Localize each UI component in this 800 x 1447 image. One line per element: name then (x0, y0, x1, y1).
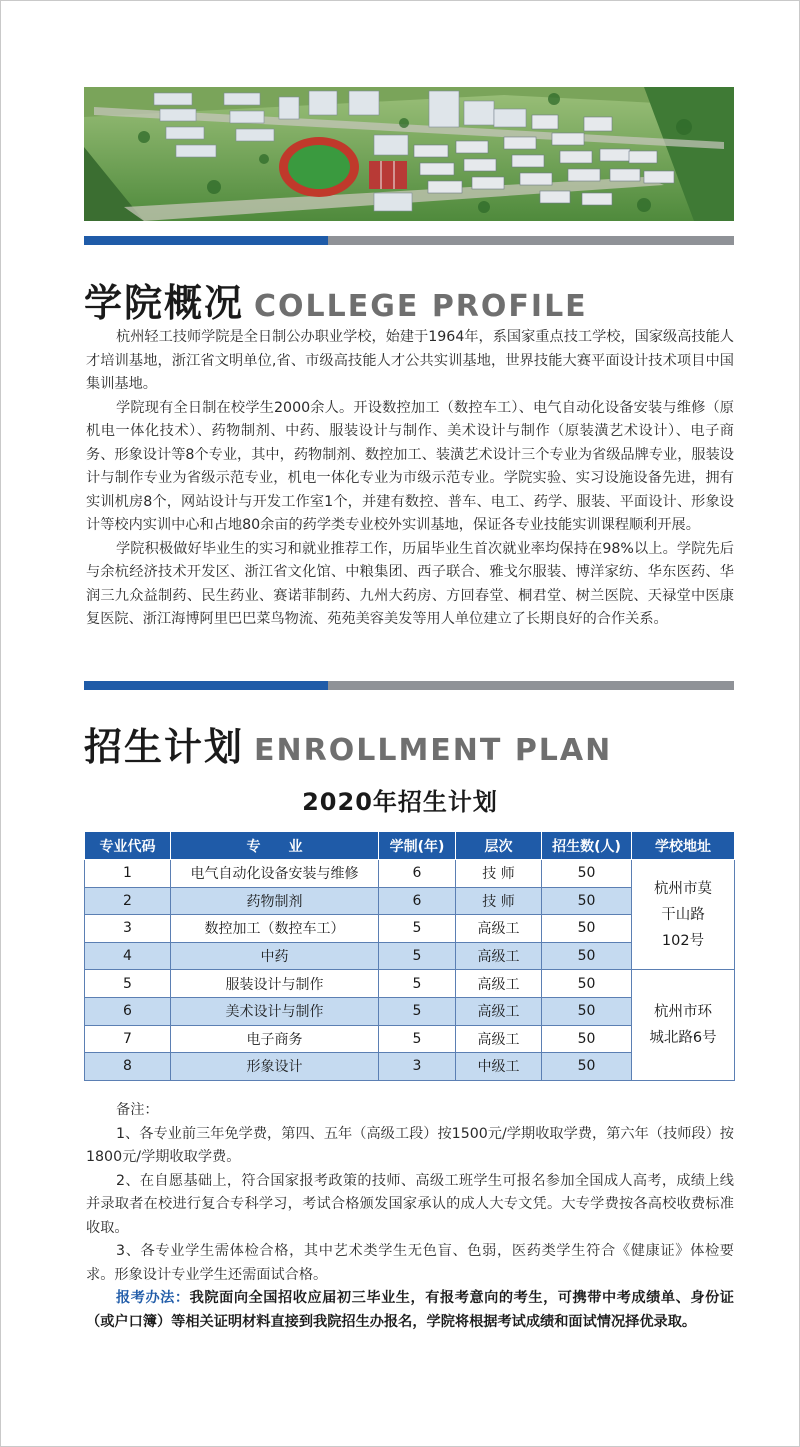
header-count: 招生数(人) (542, 832, 632, 860)
profile-title-en: COLLEGE PROFILE (254, 289, 588, 324)
header-code: 专业代码 (85, 832, 171, 860)
profile-section-title (84, 272, 588, 327)
cell-code: 5 (85, 970, 171, 998)
plan-title: 2020年招生计划 (302, 788, 498, 816)
cell-major: 中药 (171, 942, 379, 970)
enrollment-section-title (84, 716, 612, 771)
header-major: 专 业 (171, 832, 379, 860)
cell-major: 美术设计与制作 (171, 997, 379, 1025)
cell-count: 50 (542, 942, 632, 970)
cell-code: 2 (85, 887, 171, 915)
enrollment-title-en: ENROLLMENT PLAN (254, 733, 613, 768)
apply-label: 报考办法： (116, 1290, 190, 1306)
cell-count: 50 (542, 860, 632, 888)
note-item: 2、在自愿基础上，符合国家报考政策的技师、高级工班学生可报名参加全国成人高考，成绩上线并录取者在校进行复合专科学习，考试合格颁发国家承认的成人大专文凭。大专学费按各高校收费标准收取。 (86, 1172, 734, 1236)
table-row (85, 970, 735, 998)
header-address: 学校地址 (632, 832, 735, 860)
profile-title-cn: 学院概况 (84, 281, 245, 325)
cell-level: 高级工 (456, 942, 542, 970)
cell-count: 50 (542, 970, 632, 998)
enrollment-title-cn: 招生计划 (84, 725, 245, 769)
cell-years: 5 (379, 942, 456, 970)
cell-years: 6 (379, 860, 456, 888)
cell-major: 电子商务 (171, 1025, 379, 1053)
cell-major: 药物制剂 (171, 887, 379, 915)
cell-code: 1 (85, 860, 171, 888)
header-level: 层次 (456, 832, 542, 860)
cell-code: 7 (85, 1025, 171, 1053)
cell-address-2: 杭州市环城北路6号 (632, 970, 735, 1080)
profile-paragraph: 学院现有全日制在校学生2000余人。开设数控加工（数控车工）、电气自动化设备安装与维修（原机电一体化技术）、药物制剂、中药、服装设计与制作、美术设计与制作（原装潢艺术设计）、电子商务、形象设计等8个专业，其中，药物制剂、数控加工、装潢艺术设计三个专业为省级品牌专业，服装设计与制作专业为省级示范专业，机电一体化专业为市级示范专业。学院实验、实习设施设备先进，拥有实训机房8个，网站设计与开发工作室1个，并建有数控、普车、电工、药学、服装、平面设计、形象设计等校内实训中心和占地80余亩的药学类专业校外实训基地，保证各专业技能实训课程顺利开展。 (86, 399, 734, 533)
cell-years: 6 (379, 887, 456, 915)
cell-years: 5 (379, 1025, 456, 1053)
cell-code: 6 (85, 997, 171, 1025)
profile-text (86, 326, 734, 632)
cell-code: 3 (85, 915, 171, 943)
apply-text: 我院面向全国招收应届初三毕业生，有报考意向的考生，可携带中考成绩单、身份证（或户口簿）等相关证明材料直接到我院招生办报名，学院将根据考试成绩和面试情况择优录取。 (86, 1290, 734, 1330)
cell-count: 50 (542, 887, 632, 915)
note-item: 1、各专业前三年免学费，第四、五年（高级工段）按1500元/学期收取学费，第六年（技师段）按1800元/学期收取学费。 (86, 1125, 734, 1165)
cell-major: 电气自动化设备安装与维修 (171, 860, 379, 888)
cell-count: 50 (542, 997, 632, 1025)
campus-aerial-image (84, 87, 734, 221)
profile-paragraph: 杭州轻工技师学院是全日制公办职业学校，始建于1964年，系国家重点技工学校，国家级高技能人才培训基地，浙江省文明单位,省、市级高技能人才公共实训基地，世界技能大赛平面设计技术项目中国集训基地。 (86, 329, 734, 392)
notes-heading: 备注： (116, 1102, 159, 1118)
table-row (85, 860, 735, 888)
cell-level: 中级工 (456, 1053, 542, 1081)
cell-level: 高级工 (456, 1025, 542, 1053)
enrollment-table (84, 831, 735, 1081)
cell-years: 5 (379, 915, 456, 943)
cell-years: 5 (379, 997, 456, 1025)
profile-paragraph: 学院积极做好毕业生的实习和就业推荐工作，历届毕业生首次就业率均保持在98%以上。学院先后与余杭经济技术开发区、浙江省文化馆、中粮集团、西子联合、雅戈尔服装、博洋家纺、华东医药、华润三九众益制药、民生药业、赛诺菲制药、九州大药房、方回春堂、桐君堂、树兰医院、天禄堂中医康复医院、浙江海博阿里巴巴菜鸟物流、苑苑美容美发等用人单位建立了长期良好的合作关系。 (86, 540, 734, 627)
cell-level: 高级工 (456, 997, 542, 1025)
cell-years: 3 (379, 1053, 456, 1081)
table-header-row (85, 832, 735, 860)
section-divider-1 (84, 236, 734, 245)
section-divider-2 (84, 681, 734, 690)
cell-level: 技 师 (456, 887, 542, 915)
notes-section (86, 1099, 734, 1334)
cell-code: 8 (85, 1053, 171, 1081)
cell-years: 5 (379, 970, 456, 998)
cell-code: 4 (85, 942, 171, 970)
header-years: 学制(年) (379, 832, 456, 860)
note-item: 3、各专业学生需体检合格，其中艺术类学生无色盲、色弱，医药类学生符合《健康证》体检要求。形象设计专业学生还需面试合格。 (86, 1243, 734, 1283)
cell-count: 50 (542, 1053, 632, 1081)
cell-level: 高级工 (456, 915, 542, 943)
cell-address-1: 杭州市莫干山路102号 (632, 860, 735, 970)
cell-level: 高级工 (456, 970, 542, 998)
cell-count: 50 (542, 915, 632, 943)
cell-major: 服装设计与制作 (171, 970, 379, 998)
cell-count: 50 (542, 1025, 632, 1053)
cell-level: 技 师 (456, 860, 542, 888)
apply-method (86, 1287, 734, 1334)
cell-major: 形象设计 (171, 1053, 379, 1081)
cell-major: 数控加工（数控车工） (171, 915, 379, 943)
